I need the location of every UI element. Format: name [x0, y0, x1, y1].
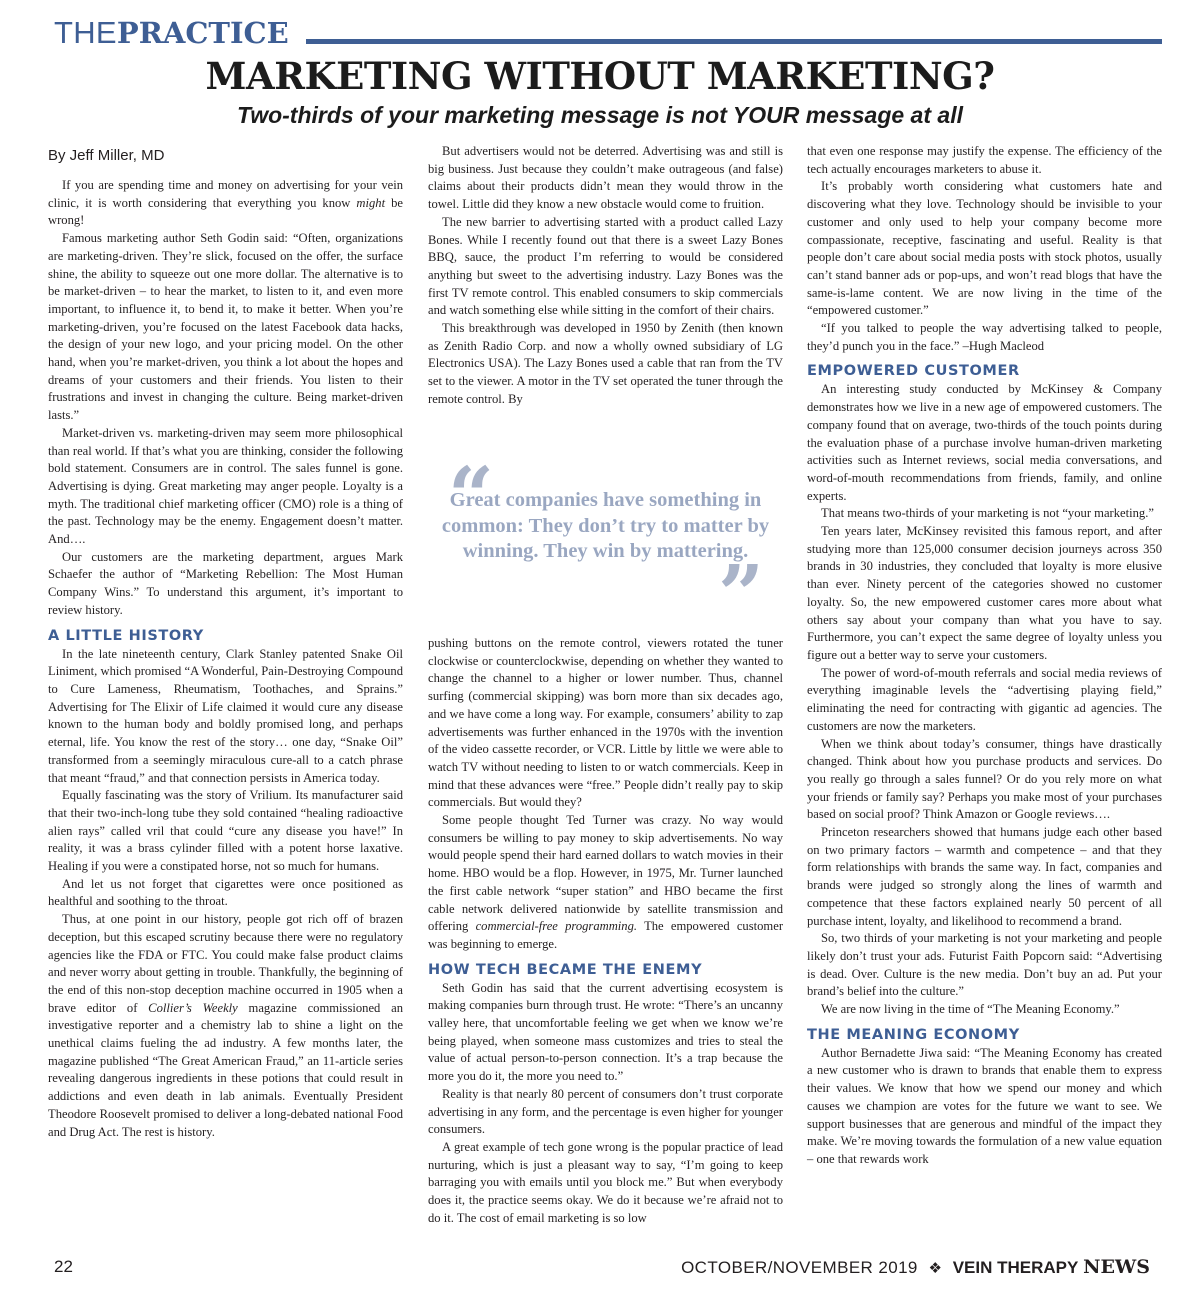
subheading-empowered-customer: EMPOWERED CUSTOMER — [807, 363, 1020, 380]
subheading-how-tech-became-the-enemy: HOW TECH BECAME THE ENEMY — [428, 961, 703, 978]
section-title-light: THE — [54, 15, 117, 50]
paragraph: If you are spending time and money on advertising for your vein clinic, it is worth considering that everything you know might be wrong! — [48, 178, 403, 228]
paragraph: But advertisers would not be deterred. Advertising was and still is big business. Just because they couldn’t make outrageous (and false) claims about their products didn’t mean they would throw in the towel. Little did they know a new obstacle would come to fruition. — [428, 144, 783, 212]
paragraph: that even one response may justify the expense. The efficiency of the tech actually encourages marketers to abuse it. — [807, 144, 1162, 176]
paragraph: The power of word-of-mouth referrals and social media reviews of everything imaginable levels the “advertising playing field,” eliminating the need for contracting with gigantic ad agencies. The customers are now the marketers. — [807, 665, 1162, 733]
paragraph: Our customers are the marketing department, argues Mark Schaefer the author of “Marketing Rebellion: The Most Human Company Wins.” To understand this argument, it’s important to review history. — [48, 549, 403, 617]
paragraph: Some people thought Ted Turner was crazy. No way would consumers be willing to pay money to skip advertisements. No way would people spend their hard earned dollars to watch movies in their home. HBO would be a flop. However, in 1975, Mr. Turner launched the first cable network “super station” and HBO became the first cable network delivered nationwide by satellite transmission and offering commercial-free programming. The empowered customer was beginning to emerge. — [428, 813, 784, 951]
subheadline: Two-thirds of your marketing message is not YOUR message at all — [237, 102, 963, 128]
page-footer — [54, 1254, 1150, 1280]
section-header — [54, 16, 1162, 50]
pull-quote — [428, 449, 783, 641]
page-number: 22 — [54, 1257, 73, 1276]
column-2-top — [428, 143, 783, 409]
paragraph: “If you talked to people the way advertising talked to people, they’d punch you in the face.” –Hugh Macleod — [807, 321, 1162, 353]
paragraph: Market-driven vs. marketing-driven may seem more philosophical than real world. If that’s what you are thinking, consider the following bold statement. Consumers are in control. The sales funnel is gone. Advertising is dying. Great marketing may anger people. Loyalty is a myth. The traditional chief marketing officer (CMO) role is a thing of the past. Technology may be the enemy. Engagement doesn’t matter. And…. — [48, 425, 403, 547]
paragraph: A great example of tech gone wrong is the popular practice of lead nurturing, which is just a pleasant way to say, “I’m going to keep barraging you with emails until you block me.” But when everybody does it, the practice seems okay. We do it because we’re afraid not to do it. The cost of email marketing is so low — [428, 1139, 783, 1225]
headline: MARKETING WITHOUT MARKETING? — [205, 54, 995, 98]
paragraph: The new barrier to advertising started with a product called Lazy Bones. While I recently found out that there is a sweet Lazy Bones BBQ, sauce, the product I’m referring to would be considered anything but sweet to the advertising industry. Lazy Bones was the first TV remote control. This enabled consumers to skip commercials and watch something else while sitting in the comfort of their chairs. — [428, 214, 783, 318]
paragraph: Equally fascinating was the story of Vrilium. Its manufacturer said that their two-inch-long tube they sold contained “healing radioactive alien rays” called vril that could “cure any disease you have!” In reality, it was a brass cylinder filled with a potent horse laxative. Healing if you were a constipated horse, not so much for humans. — [48, 788, 403, 874]
column-3 — [807, 143, 1162, 1169]
section-title-bold: PRACTICE — [116, 16, 289, 50]
paragraph: In the late nineteenth century, Clark Stanley patented Snake Oil Liniment, which promised “A Wonderful, Pain-Destroying Compound to Cure Lameness, Rheumatism, Toothaches, and Sprains.” Advertising for The Elixir of Life claimed it would cure any disease known to the human body and boldly promised long, and perhaps eternal, life. You know the rest of the story… one day, “Snake Oil” transformed from a seemingly miraculous cure-all to a catch phrase that meant “fraud,” and that connection persists in America today. — [48, 646, 403, 785]
subheading-the-meaning-economy: THE MEANING ECONOMY — [807, 1026, 1020, 1043]
paragraph: When we think about today’s consumer, things have drastically changed. Think about how you purchase products and services. Do you really go through a sales funnel? Or do you rely more on what your friends or family say? Perhaps you make most of your purchases based on social proof? Think Amazon or Google reviews…. — [807, 736, 1162, 822]
paragraph: We are now living in the time of “The Meaning Economy.” — [821, 1002, 1120, 1017]
paragraph: pushing buttons on the remote control, viewers rotated the tuner clockwise or counterclockwise, depending on whether they wanted to change the channel to a higher or lower number. Thus, channel surfing (commercial skipping) was born more than six decades ago, and we have come a long way. For example, consumers’ ability to zap advertisements was further enhanced in the 1970s with the invention of the video cassette recorder, or VCR. Little by little we were able to watch TV without needing to listen to or watch commercials. Keep in mind that these advances were “free.” People didn’t really pay to skip commercials. But would they? — [428, 636, 783, 810]
paragraph: Author Bernadette Jiwa said: “The Meaning Economy has created a new customer who is drawn to brands that enable them to express their values. We know that how we spend our money and which causes we champion are votes for the future we want to see. We support businesses that are generous and mindful of the impact they make. We’re moving towards the formulation of a new value equation – one that rewards work — [807, 1045, 1162, 1166]
subheading-a-little-history: A LITTLE HISTORY — [48, 627, 204, 644]
close-quote-icon: ” — [718, 547, 765, 641]
paragraph: Reality is that nearly 80 percent of consumers don’t trust corporate advertising in any form, and the percentage is even higher for younger consumers. — [428, 1086, 783, 1137]
section-title — [54, 16, 289, 50]
paragraph: And let us not forget that cigarettes were once positioned as healthful and soothing to the throat. — [48, 876, 403, 909]
paragraph: It’s probably worth considering what customers hate and discovering what they love. Technology should be invisible to your customer and only used to help your company become more compassionate, receptive, fascinating and useful. Reality is that people don’t care about social media posts with stock photos, usually can’t stand banner ads or pop-ups, and won’t read blogs that have the same-is-lame content. We are now living in the time of the “empowered customer.” — [807, 179, 1162, 318]
pull-quote-text: Great companies have something in common: They don’t try to matter by winning. They win by mattering. — [441, 489, 770, 562]
paragraph: Princeton researchers showed that humans judge each other based on two primary factors – warmth and competence – and that they form relationships with brands the same way. In fact, companies and brands were judged so strongly along the lines of warmth and competence that these factors explained nearly 50 percent of all purchase intent, loyalty, and likelihood to recommend a brand. — [807, 825, 1162, 928]
diamond-ornament-icon: ❖ — [928, 1260, 942, 1277]
byline: By Jeff Miller, MD — [48, 147, 165, 164]
publication-name: VEIN THERAPY — [952, 1258, 1079, 1277]
open-quote-icon: “ — [448, 449, 495, 543]
paragraph: Famous marketing author Seth Godin said: “Often, organizations are marketing-driven. They’re slick, focused on the offer, the surface shine, the ability to squeeze out one more dollar. The alternative is to be market-driven – to hear the market, to listen to it, and even more important, to influence it, to bend it, to make it better. When you’re marketing-driven, you’re focused on the latest Facebook data hacks, the design of your new logo, and your pricing model. On the other hand, when you’re market-driven, you think a lot about the hopes and dreams of your customers and their friends. You listen to their frustrations and invest in changing the culture. Being market-driven lasts.” — [48, 231, 403, 423]
paragraph: Ten years later, McKinsey revisited this famous report, and after studying more than 125,000 consumer decision journeys across 350 brands in 30 industries, they concluded that loyalty is more elusive than ever. Ninety percent of the categories showed no customer loyalty. So, the new empowered customer cares more about what others say about your company than what you have to say. Furthermore, you can’t expect the same degree of loyalty unless you figure out a better way to serve your customers. — [807, 524, 1162, 662]
footer-publication — [681, 1254, 1150, 1282]
paragraph: Seth Godin has said that the current advertising ecosystem is making companies burn through trust. He wrote: “There’s an uncanny valley here, that uncomfortable feeling we get when we know we’re being played, when someone mass customizes and tries to steal the value of actual person-to-person connection. It’s a trap because the more you do it, the more you need to.” — [428, 980, 783, 1084]
paragraph: An interesting study conducted by McKinsey & Company demonstrates how we live in a new age of empowered customers. The company found that on average, two-thirds of the touch points during the evaluation phase of a purchase involve human-driven marketing activities such as Internet reviews, social media conversations, and word-of-mouth recommendations from friends, family, and online experts. — [807, 382, 1162, 503]
issue-date: OCTOBER/NOVEMBER 2019 — [681, 1258, 918, 1277]
paragraph: So, two thirds of your marketing is not your marketing and people likely don’t trust your ads. Futurist Faith Popcorn said: “Advertising is dead. Over. Culture is the new media. Don’t buy an ad. Put your brand’s belief into the culture.” — [807, 931, 1162, 999]
paragraph: This breakthrough was developed in 1950 by Zenith (then known as Zenith Radio Corp. and now a wholly owned subsidiary of LG Electronics USA). The Lazy Bones used a cable that ran from the TV set to the viewer. A motor in the TV set operated the tuner through the remote control. By — [428, 321, 783, 406]
column-2-bottom — [428, 635, 783, 1228]
header-rule — [306, 39, 1162, 44]
paragraph: That means two-thirds of your marketing is not “your marketing.” — [821, 506, 1154, 521]
paragraph: Thus, at one point in our history, people got rich off of brazen deception, but this escaped scrutiny because there were no regulatory agencies like the FDA or FTC. You could make false product claims and never worry about getting in trouble. Thankfully, the beginning of the end of this non-stop deception machine occurred in 1905 when a brave editor of Collier’s Weekly magazine commissioned an investigative reporter and a chemistry lab to shine a light on the unethical claims fueling the ad industry. A few months later, the magazine published “The Great American Fraud,” an 11-article series revealing dangerous ingredients in these potions that could result in addictions and even death in lab animals. Eventually President Theodore Roosevelt promised to deliver a long-debated national Food and Drug Act. The rest is history. — [48, 912, 403, 1139]
publication-name-news: NEWS — [1083, 1256, 1150, 1278]
column-1 — [48, 177, 403, 1141]
